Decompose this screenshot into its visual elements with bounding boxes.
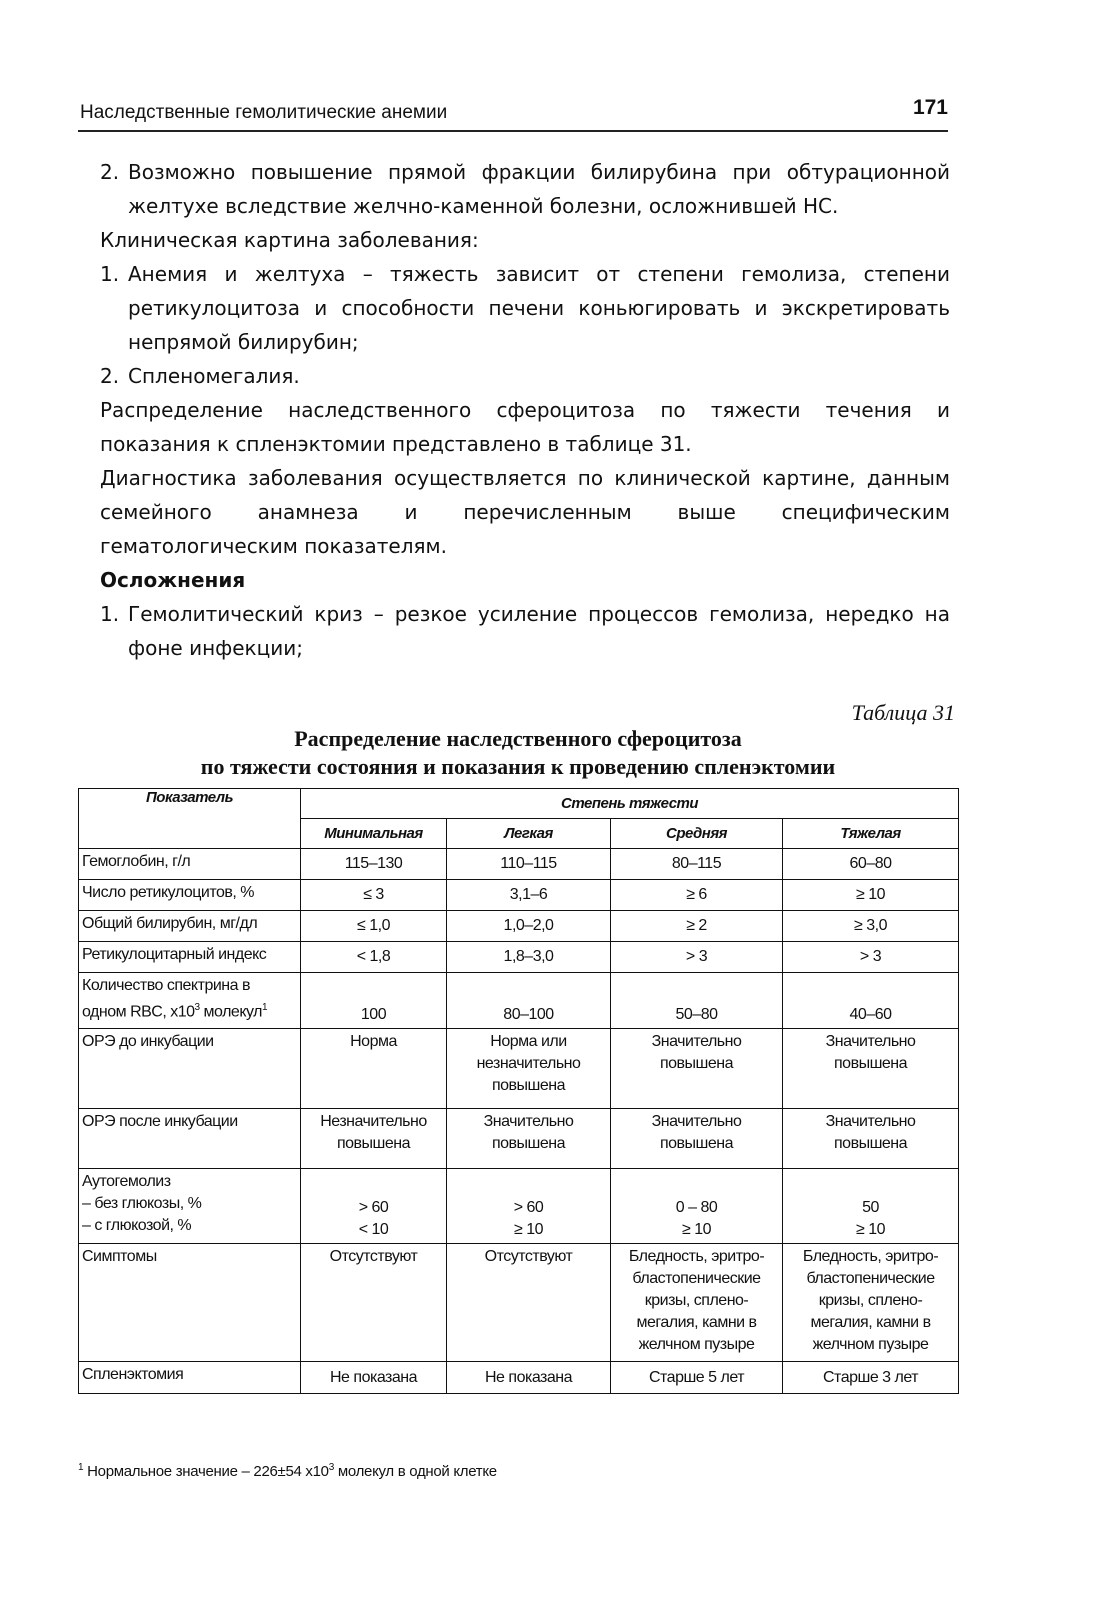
table-cell <box>783 1029 959 1109</box>
cell-line: кризы, сплено- <box>818 1292 923 1309</box>
row-label: Спленэктомия <box>79 1362 301 1394</box>
table-cell: ≥ 6 <box>611 880 783 911</box>
cell-line: повышена <box>834 1055 908 1072</box>
paragraph-diagnostics: Диагностика заболевания осуществляется по клинической картине, данным семейного анамнеза и перечисленным выше специфическим гематологическим показателям. <box>100 466 950 558</box>
cell-line: Значительно <box>651 1033 742 1050</box>
table-row <box>79 1244 959 1362</box>
cell-line: 50 <box>862 1199 879 1216</box>
severity-table <box>78 788 959 1394</box>
table-row <box>79 1362 959 1394</box>
cell-line: Отсутствуют <box>329 1248 418 1265</box>
cell-line: желчном пузыре <box>638 1336 755 1353</box>
cell-line: мегалия, камни в <box>636 1314 757 1331</box>
list-item <box>100 257 950 359</box>
cell-line: Бледность, эритро- <box>802 1248 939 1265</box>
table-cell <box>447 1169 611 1244</box>
row-label: ОРЭ после инкубации <box>79 1109 301 1169</box>
table-cell: 110–115 <box>447 849 611 880</box>
cell-line: ≥ 10 <box>681 1221 712 1238</box>
cell-line: повышена <box>659 1055 734 1072</box>
footnote-mark: 1 <box>78 1462 84 1473</box>
complications-heading: Осложнения <box>100 568 246 592</box>
header-col-minimal: Минимальная <box>301 819 447 849</box>
table-cell <box>783 1244 959 1362</box>
row-label-text: молекул <box>199 1003 262 1021</box>
cell-line: мегалия, камни в <box>810 1314 931 1331</box>
cell-line: незначительно <box>476 1055 581 1072</box>
cell-line: желчном пузыре <box>812 1336 929 1353</box>
table-cell <box>447 1244 611 1362</box>
cell-line: Отсутствуют <box>484 1248 573 1265</box>
list-text: Анемия и желтуха – тяжесть зависит от степени гемолиза, степени ретикулоцитоза и способности печени коньюгировать и экскретировать непрямой билирубин; <box>128 262 950 354</box>
list-number: 2. <box>100 364 120 388</box>
table-cell: ≤ 3 <box>301 880 447 911</box>
table-footnote <box>78 1462 497 1480</box>
table-row <box>79 1169 959 1244</box>
table-cell <box>447 1109 611 1169</box>
table-cell: Не показана <box>447 1362 611 1394</box>
table-cell: Не показана <box>301 1362 447 1394</box>
running-title: Наследственные гемолитические анемии <box>80 102 448 123</box>
header-severity: Степень тяжести <box>301 789 959 819</box>
row-label-line: Аутогемолиз <box>82 1173 171 1190</box>
cell-line: > 60 <box>358 1199 389 1216</box>
table-cell: 115–130 <box>301 849 447 880</box>
table-row <box>79 911 959 942</box>
cell-line: ≥ 10 <box>856 1221 886 1238</box>
table-cell: 3,1–6 <box>447 880 611 911</box>
list-text: Возможно повышение прямой фракции билирубина при обтурационной желтухе вследствие желчно-каменной болезни, осложнившей НС. <box>128 160 950 218</box>
cell-line: Значительно <box>483 1113 574 1130</box>
table-cell: 60–80 <box>783 849 959 880</box>
row-label <box>79 1169 301 1244</box>
table-row <box>79 942 959 973</box>
table-cell: ≤ 1,0 <box>301 911 447 942</box>
list-item <box>100 597 950 665</box>
cell-line: > 60 <box>513 1199 544 1216</box>
list-number: 1. <box>100 602 120 626</box>
header-col-mild: Легкая <box>447 819 611 849</box>
table-label: Таблица 31 <box>851 700 955 725</box>
body-text <box>100 155 950 665</box>
table-header-row <box>79 789 959 819</box>
cell-line: Значительно <box>825 1033 916 1050</box>
row-label-line: Количество спектрина в <box>82 977 250 994</box>
cell-line: Незначительно <box>320 1113 427 1130</box>
cell-line: < 10 <box>358 1221 389 1238</box>
table-row <box>79 849 959 880</box>
table-cell <box>611 1169 783 1244</box>
table-row <box>79 1029 959 1109</box>
table-cell: 80–100 <box>447 973 611 1029</box>
table-cell: 40–60 <box>783 973 959 1029</box>
table-cell <box>301 1029 447 1109</box>
list-item <box>100 155 950 223</box>
cell-line: ≥ 10 <box>513 1221 544 1238</box>
cell-line: кризы, сплено- <box>644 1292 749 1309</box>
table-cell <box>611 1029 783 1109</box>
table-cell <box>783 1109 959 1169</box>
table-row <box>79 973 959 1029</box>
table-cell: ≥ 10 <box>783 880 959 911</box>
row-label: Симптомы <box>79 1244 301 1362</box>
table-cell <box>611 1244 783 1362</box>
list-text: Спленомегалия. <box>128 364 300 388</box>
running-head <box>78 92 948 132</box>
table-cell <box>447 1029 611 1109</box>
table-cell: > 3 <box>783 942 959 973</box>
row-label: ОРЭ до инкубации <box>79 1029 301 1109</box>
table-title-line: Распределение наследственного сфероцитоза <box>294 726 742 751</box>
footnote-text: молекул в одной клетке <box>333 1463 497 1480</box>
table-cell: > 3 <box>611 942 783 973</box>
cell-line: повышена <box>491 1077 566 1094</box>
table-cell <box>301 1169 447 1244</box>
table-cell: Старше 3 лет <box>783 1362 959 1394</box>
table-cell: ≥ 3,0 <box>783 911 959 942</box>
table-row <box>79 1109 959 1169</box>
header-indicator: Показатель <box>79 789 301 849</box>
clinical-heading: Клиническая картина заболевания: <box>100 228 479 252</box>
table-cell <box>301 1109 447 1169</box>
row-label-line: – с глюкозой, % <box>82 1217 192 1234</box>
table-cell <box>611 1109 783 1169</box>
cell-line: бластопенические <box>632 1270 761 1287</box>
cell-line: повышена <box>659 1135 734 1152</box>
row-label: Число ретикулоцитов, % <box>79 880 301 911</box>
list-text: Гемолитический криз – резкое усиление процессов гемолиза, нередко на фоне инфекции; <box>128 602 950 660</box>
cell-line: Норма <box>350 1033 397 1050</box>
row-label-text: одном RBC, х10 <box>82 1003 195 1021</box>
row-label: Гемоглобин, г/л <box>79 849 301 880</box>
row-label <box>79 973 301 1029</box>
table-cell: < 1,8 <box>301 942 447 973</box>
table-cell <box>301 1244 447 1362</box>
cell-line: повышена <box>834 1135 908 1152</box>
cell-line: 0 – 80 <box>675 1199 718 1216</box>
cell-line: Бледность, эритро- <box>628 1248 765 1265</box>
header-col-moderate: Средняя <box>611 819 783 849</box>
table-cell <box>783 1169 959 1244</box>
list-item <box>100 359 950 393</box>
table-cell: 1,0–2,0 <box>447 911 611 942</box>
table-title-line: по тяжести состояния и показания к проведению спленэктомии <box>200 754 836 779</box>
page-number: 171 <box>912 96 948 119</box>
superscript: 3 <box>328 1462 334 1473</box>
footnote-text: Нормальное значение – 226±54 х10 <box>83 1463 329 1480</box>
cell-line: Значительно <box>651 1113 742 1130</box>
cell-line: повышена <box>336 1135 411 1152</box>
cell-line: повышена <box>491 1135 566 1152</box>
footnote-ref: 1 <box>261 1002 268 1013</box>
paragraph-distribution: Распределение наследственного сфероцитоза по тяжести течения и показания к спленэктомии представлено в таблице 31. <box>100 398 950 456</box>
table-title <box>78 725 958 781</box>
table-cell: 100 <box>301 973 447 1029</box>
table-cell: Старше 5 лет <box>611 1362 783 1394</box>
cell-line: Норма или <box>490 1033 567 1050</box>
superscript: 3 <box>194 1002 200 1013</box>
table-cell: 1,8–3,0 <box>447 942 611 973</box>
row-label-line: – без глюкозы, % <box>82 1195 202 1212</box>
table-row <box>79 880 959 911</box>
row-label-line <box>82 997 297 1023</box>
row-label: Ретикулоцитарный индекс <box>79 942 301 973</box>
table-cell: 80–115 <box>611 849 783 880</box>
row-label: Общий билирубин, мг/дл <box>79 911 301 942</box>
table-cell: ≥ 2 <box>611 911 783 942</box>
header-col-severe: Тяжелая <box>783 819 959 849</box>
list-number: 1. <box>100 262 120 286</box>
cell-line: Значительно <box>825 1113 916 1130</box>
table-cell: 50–80 <box>611 973 783 1029</box>
list-number: 2. <box>100 160 120 184</box>
cell-line: бластопенические <box>806 1270 935 1287</box>
